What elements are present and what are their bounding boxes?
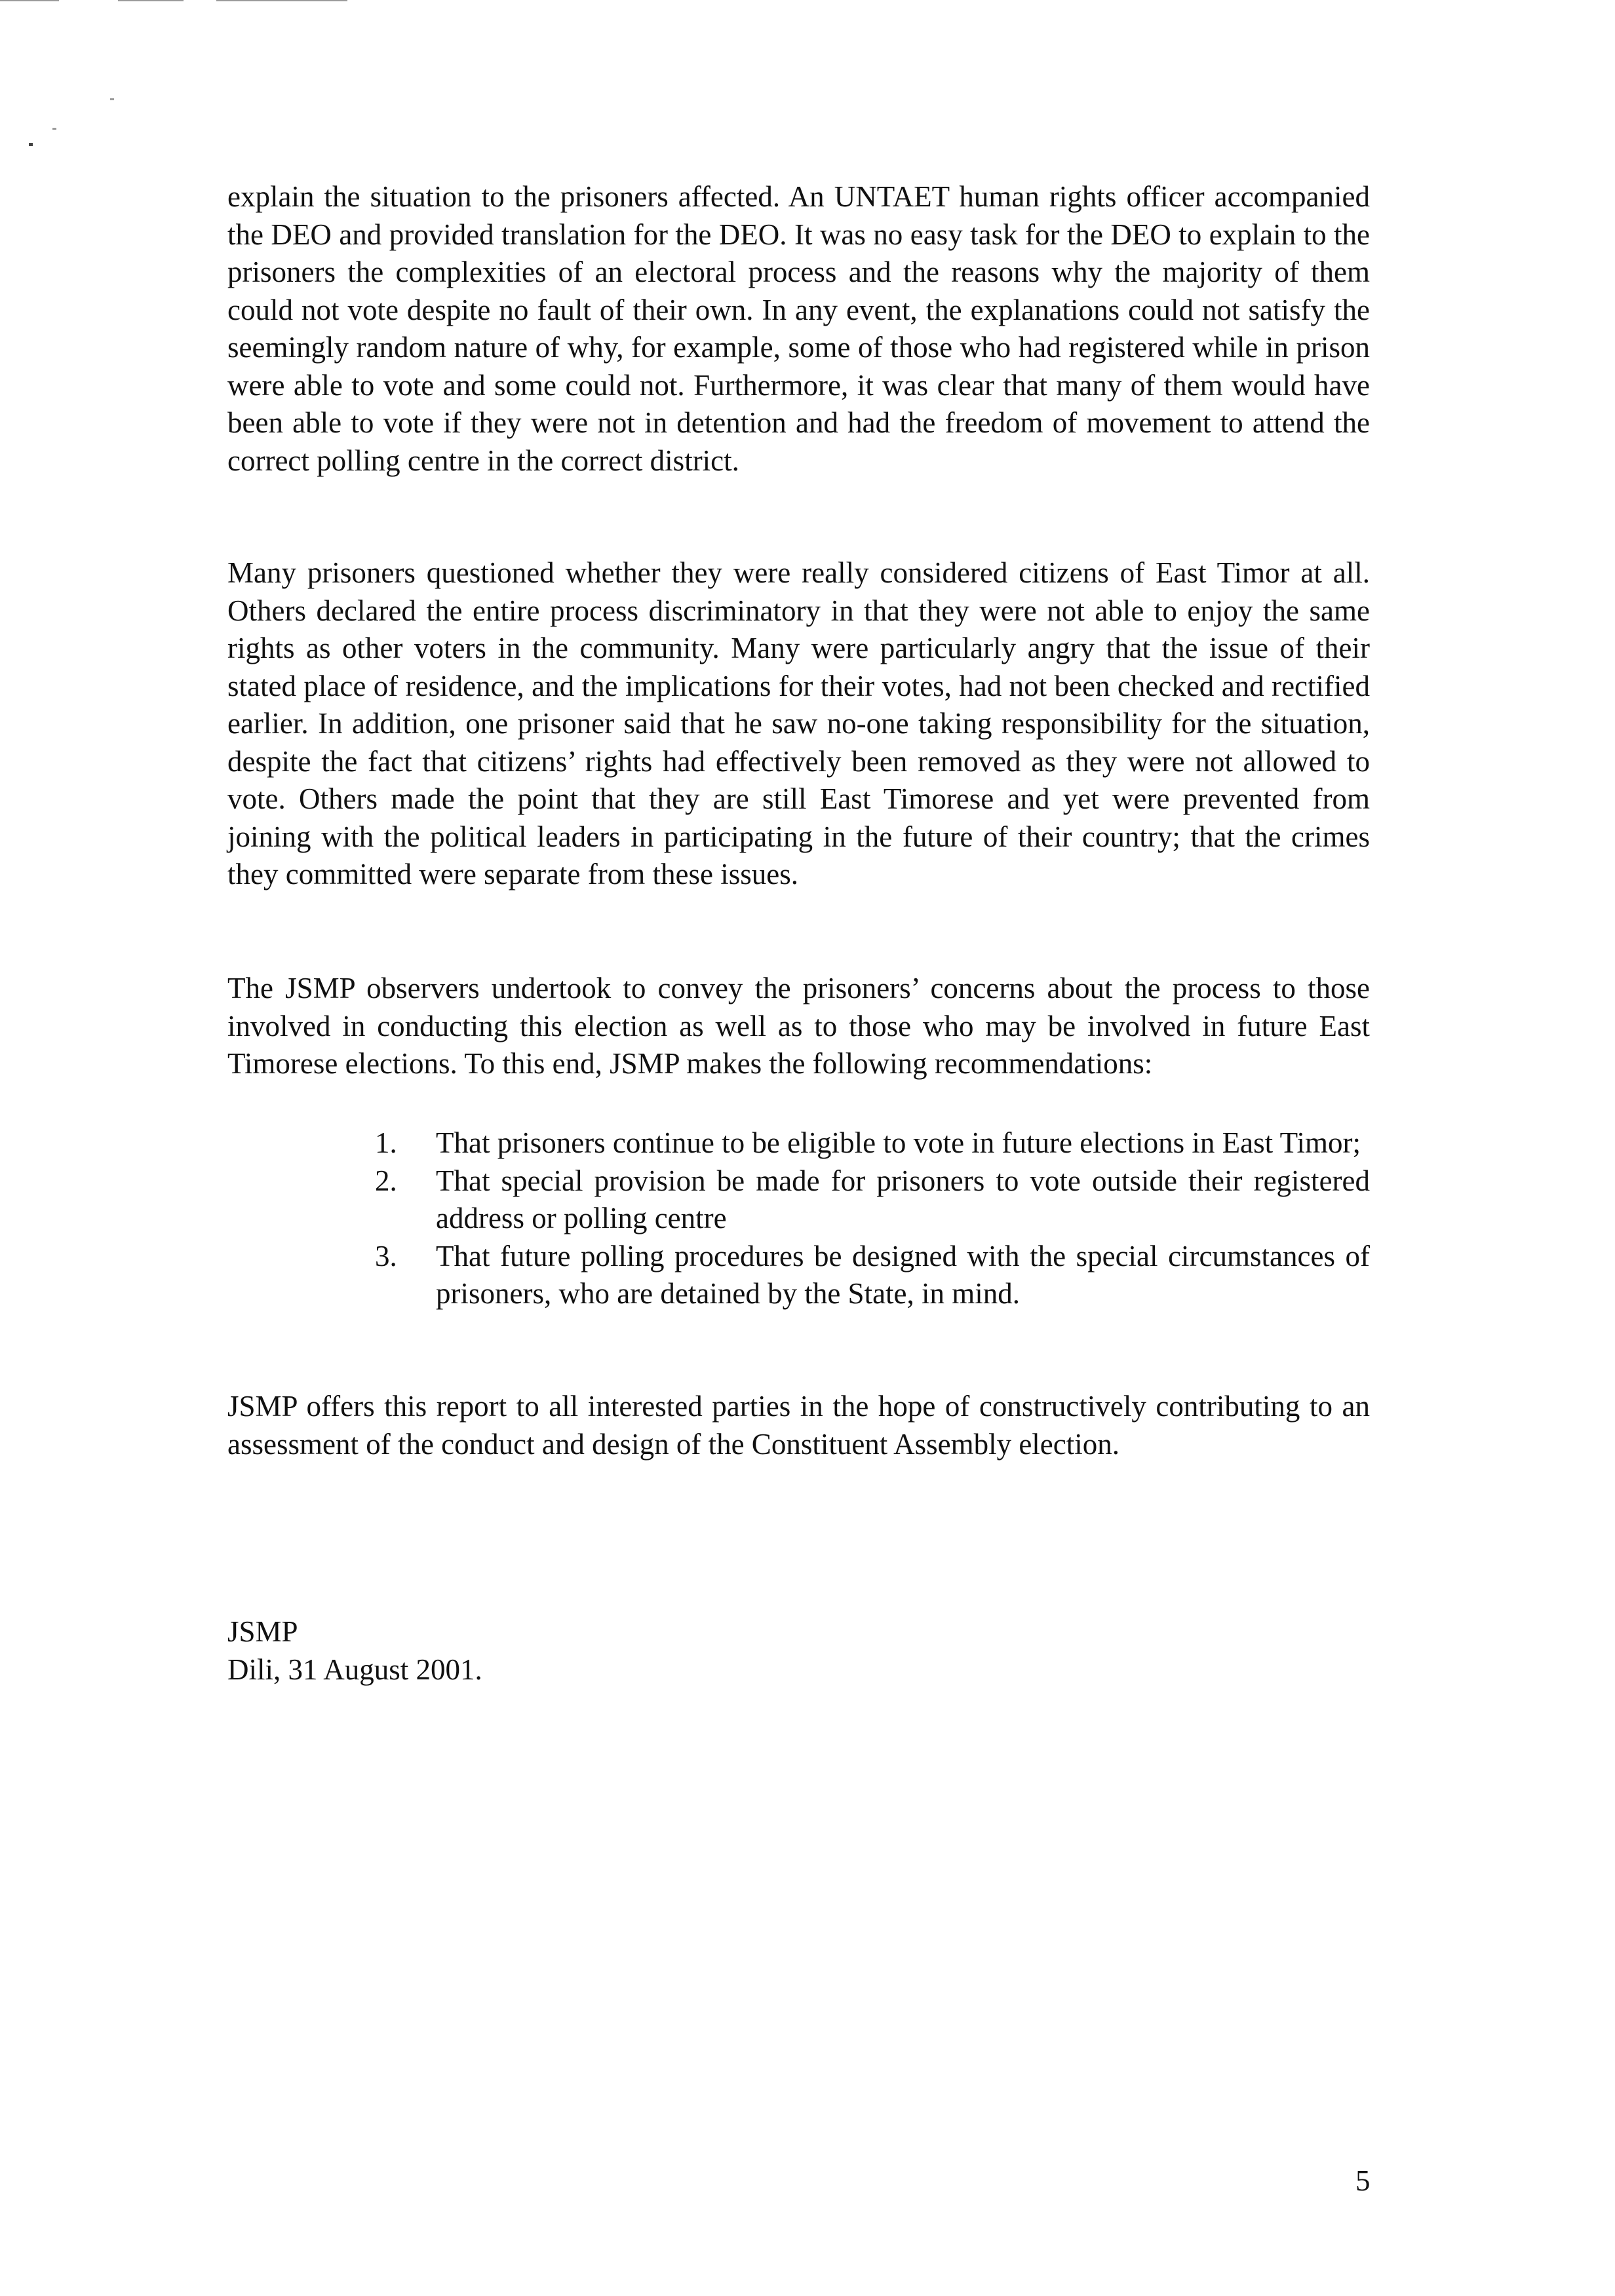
list-item-number: 3. (375, 1239, 397, 1272)
scan-mark-top-center (118, 0, 184, 1)
paragraph-explanation: explain the situation to the prisoners affected. An UNTAET human rights officer accompanied the DEO and provided translation for the DEO. It was no easy task for the DEO to explain to the prisoners the complexities of an electoral process and the reasons why the majority of them could not vote despite no fault of their own. In any event, the explanations could not satisfy the seemingly random nature of why, for example, some of those who had registered while in prison were able to vote and some could not. Furthermore, it was clear that many of them would have been able to vote if they were not in detention and had the freedom of movement to attend the correct polling centre in the correct district. (227, 180, 1370, 477)
scan-mark-top-left (0, 0, 59, 1)
signature-block (227, 1613, 482, 1689)
paragraph-prisoner-concerns: Many prisoners questioned whether they were really considered citizens of East Timor at all. Others declared the entire process discriminatory in that they were not able to enjoy the same rights as other voters in the community. Many were particularly angry that the issue of their stated place of residence, and the implications for their votes, had not been checked and rectified earlier. In addition, one prisoner said that he saw no-one taking responsibility for the situation, despite the fact that citizens’ rights had effectively been removed as they were not allowed to vote. Others made the point that they are still East Timorese and yet were prevented from joining with the political leaders in participating in the future of their country; that the crimes they committed were separate from these issues. (227, 556, 1370, 890)
list-item-number: 1. (375, 1126, 397, 1159)
scan-mark-corner (29, 143, 33, 146)
list-item-number: 2. (375, 1164, 397, 1197)
signature-place-date: Dili, 31 August 2001. (227, 1653, 482, 1686)
list-item-text: That prisoners continue to be eligible to vote in future elections in East Timor; (436, 1126, 1361, 1159)
list-item (227, 1238, 1370, 1313)
scan-mark-corner-3 (110, 98, 114, 100)
scan-mark-top (216, 0, 347, 1)
signature-org: JSMP (227, 1615, 298, 1648)
paragraph-closing: JSMP offers this report to all interested parties in the hope of constructively contributing to an assessment of the conduct and design of the Constituent Assembly election. (227, 1390, 1370, 1461)
list-item-text: That special provision be made for prisoners to vote outside their registered address or polling centre (436, 1164, 1370, 1234)
page-number: 5 (1355, 2164, 1371, 2197)
scan-mark-corner-2 (52, 128, 56, 130)
recommendations-list (227, 1124, 1370, 1313)
list-item (227, 1124, 1370, 1162)
list-item-text: That future polling procedures be designed with the special circumstances of prisoners, who are detained by the State, in mind. (436, 1239, 1370, 1310)
list-item (227, 1162, 1370, 1238)
paragraph-recommendations-intro: The JSMP observers undertook to convey the prisoners’ concerns about the process to those involved in conducting this election as well as to those who may be involved in future East Timorese elections. To this end, JSMP makes the following recommendations: (227, 972, 1370, 1080)
